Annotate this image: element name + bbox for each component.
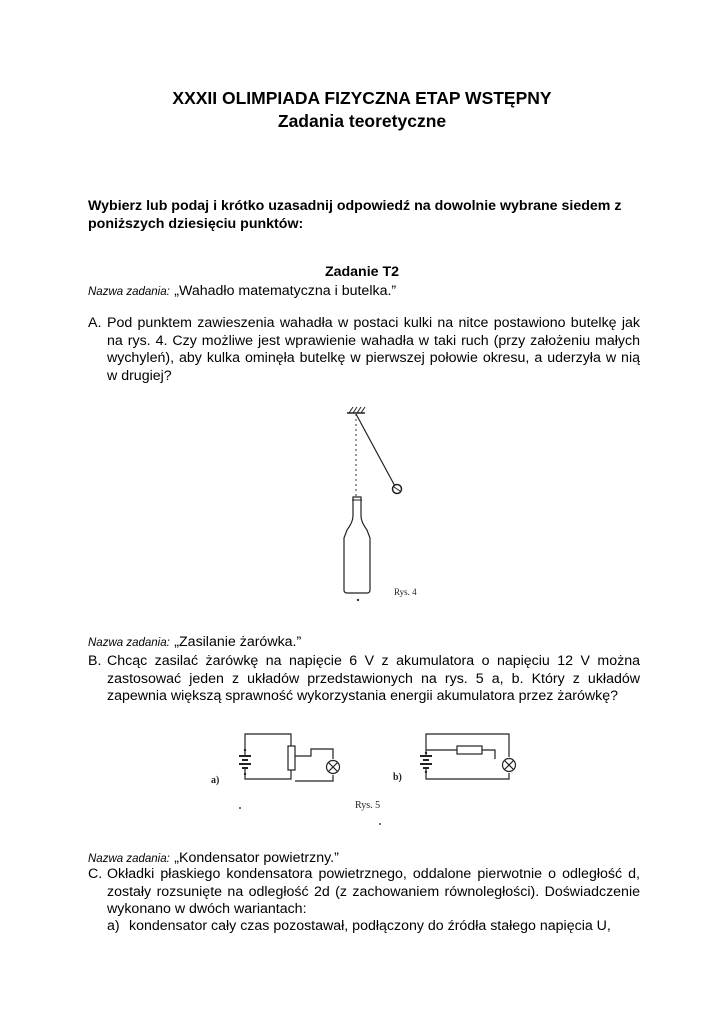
task-name-c (88, 849, 339, 867)
task-name-label: Nazwa zadania: (88, 637, 170, 649)
ceiling-hatch-icon (347, 407, 365, 413)
item-a-marker: A. (88, 315, 102, 331)
task-name-a (88, 282, 396, 300)
item-b-marker: B. (88, 653, 102, 669)
item-a-text: Pod punktem zawieszenia wahadła w postaci kulki na nitce postawiono butelkę jak na rys. 4. Czy możliwe jest wprawienie wahadła w taki ruch (przy założeniu małych wychyleń), aby kulka ominęła butelkę w pierwszej połowie okresu, a uderzyła w nią w drugiej? (107, 315, 640, 384)
task-name-value: „Kondensator powietrzny.” (174, 850, 339, 866)
circuit-a-label: a) (211, 775, 220, 786)
page-subtitle: Zadania teoretyczne (277, 111, 447, 131)
circuit-a (239, 734, 340, 781)
page-title: XXXII OLIMPIADA FIZYCZNA ETAP WSTĘPNY (172, 88, 552, 108)
item-b-text: Chcąc zasilać żarówkę na napięcie 6 V z akumulatora o napięciu 12 V można zastosować jeden z układów przedstawionych na rys. 5 a, b. Który z układów zapewnia większą sprawność wykorzystania energii akumulatora przez żarówkę? (107, 653, 640, 705)
task-heading: Zadanie T2 (324, 264, 400, 280)
figure-4-caption: Rys. 4 (394, 587, 417, 597)
task-name-label: Nazwa zadania: (88, 286, 170, 298)
circuit-b (420, 734, 516, 779)
figure-5-circuits (205, 722, 530, 840)
instruction-text: Wybierz lub podaj i krótko uzasadnij odpowiedź na dowolnie wybrane siedem z poniższych dziesięciu punktów: (88, 198, 622, 232)
figure-4-pendulum-bottle (330, 400, 430, 605)
task-name-value: „Zasilanie żarówka.” (174, 634, 302, 650)
pendulum-string (356, 414, 396, 488)
sub-item-a-text: kondensator cały czas pozostawał, podłączony do źródła stałego napięcia U, (129, 918, 611, 934)
circuit-b-label: b) (393, 772, 402, 783)
bottle (344, 497, 370, 593)
sub-item-a-marker: a) (107, 918, 120, 934)
task-name-b (88, 633, 301, 651)
task-name-label: Nazwa zadania: (88, 853, 170, 865)
item-c-marker: C. (88, 866, 103, 882)
figure-5-caption: Rys. 5 (355, 800, 381, 811)
item-c-text: Okładki płaskiego kondensatora powietrznego, oddalone pierwotnie o odległość d, zostały rozsunięte na odległość 2d (z zachowaniem równoległości). Doświadczenie wykonano w dwóch wariantach: (107, 866, 640, 918)
task-name-value: „Wahadło matematyczna i butelka.” (174, 283, 397, 299)
